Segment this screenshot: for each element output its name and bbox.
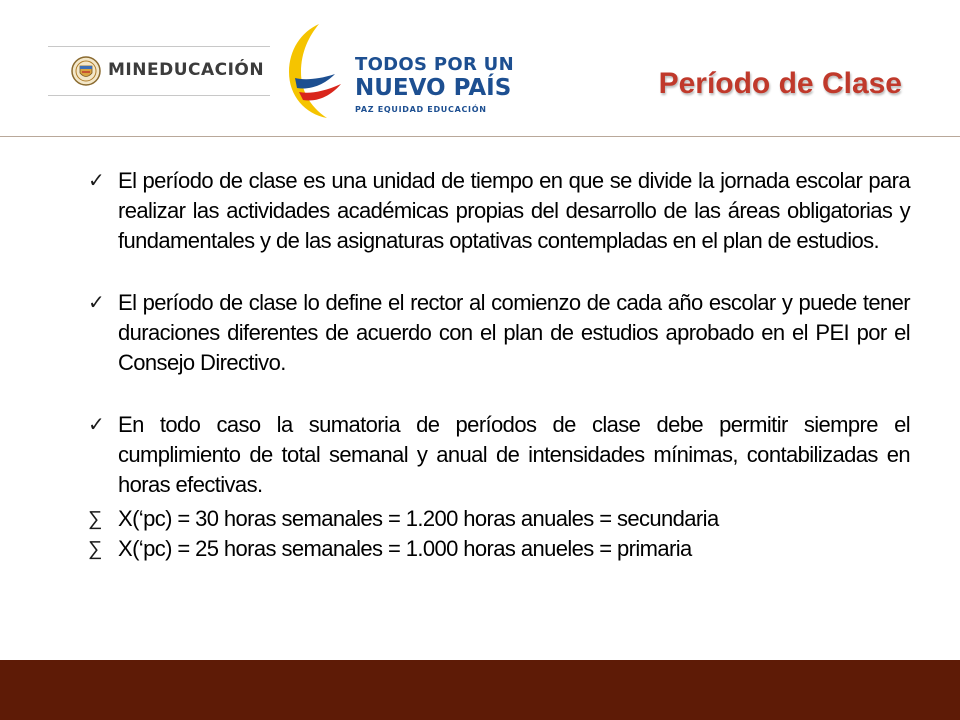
formula-item	[88, 504, 910, 534]
campaign-line-1: TODOS POR UN	[355, 54, 514, 75]
bullet-text: El período de clase lo define el rector al comienzo de cada año escolar y puede tener duraciones diferentes de acuerdo con el plan de estudios aprobado en el PEI por el Consejo Directivo.	[118, 290, 910, 375]
formula-text: X(‘pc) = 30 horas semanales = 1.200 horas anuales = secundaria	[118, 506, 719, 531]
slide-title: Período de Clase	[658, 67, 902, 100]
colombia-wave-emblem-icon	[283, 20, 353, 120]
bullet-text: En todo caso la sumatoria de períodos de clase debe permitir siempre el cumplimiento de total semanal y anual de intensidades mínimas, contabilizadas en horas efectivas.	[118, 412, 910, 497]
bullet-item	[88, 288, 910, 378]
footer-bar	[0, 660, 960, 720]
logo-divider-bottom	[48, 95, 270, 96]
formula-text: X(‘pc) = 25 horas semanales = 1.000 horas anueles = primaria	[118, 536, 692, 561]
coat-of-arms-icon	[71, 56, 101, 86]
mineducacion-logo	[48, 46, 270, 96]
check-icon: ✓	[88, 170, 105, 192]
bullet-item	[88, 410, 910, 500]
summation-icon: ∑	[88, 508, 103, 530]
ministry-name: MINEDUCACIÓN	[108, 60, 265, 80]
check-icon: ✓	[88, 414, 105, 436]
header-divider	[0, 136, 960, 137]
bullet-item	[88, 166, 910, 256]
campaign-tagline: PAZ EQUIDAD EDUCACIÓN	[355, 105, 487, 114]
bullet-list	[88, 166, 910, 564]
header	[0, 0, 960, 137]
formula-item	[88, 534, 910, 564]
bullet-text: El período de clase es una unidad de tiempo en que se divide la jornada escolar para realizar las actividades académicas propias del desarrollo de las áreas obligatorias y fundamentales y de las asignaturas optativas contempladas en el plan de estudios.	[118, 168, 910, 253]
todos-por-un-nuevo-pais-logo	[283, 20, 523, 125]
campaign-line-2: NUEVO PAÍS	[355, 75, 512, 101]
logo-divider-top	[48, 46, 270, 47]
check-icon: ✓	[88, 292, 105, 314]
summation-icon: ∑	[88, 538, 103, 560]
